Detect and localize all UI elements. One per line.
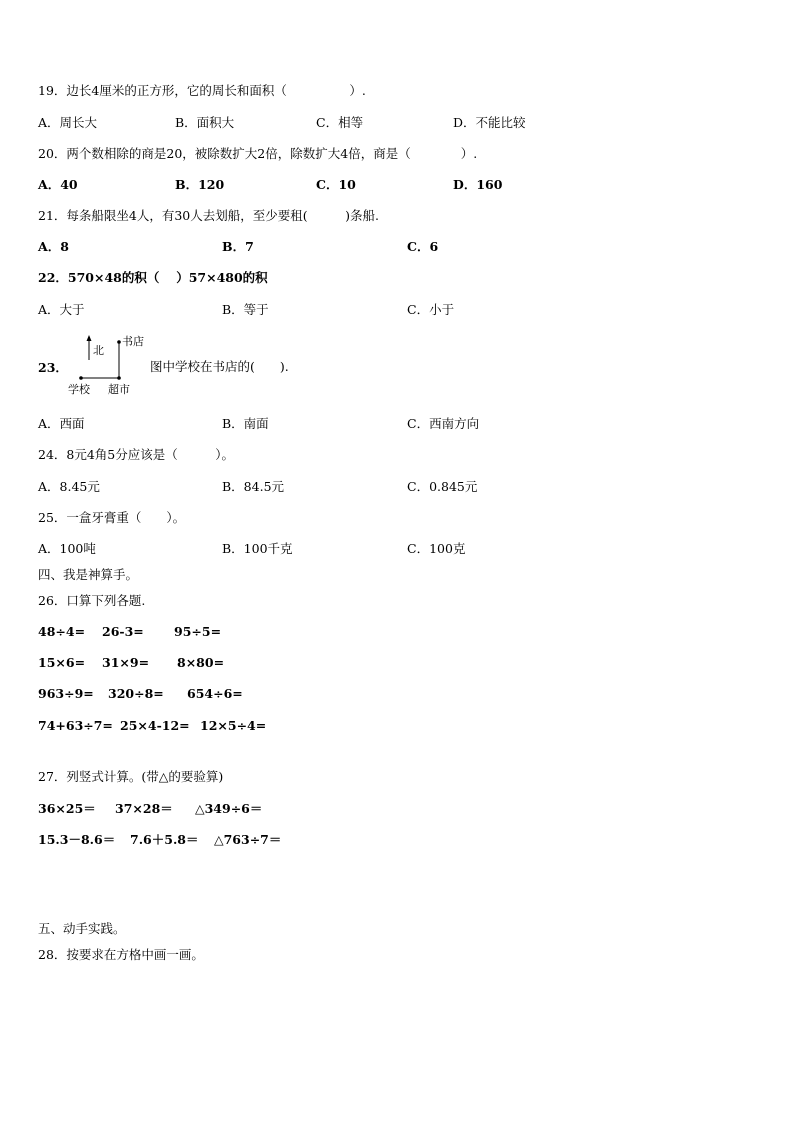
direction-map-diagram xyxy=(62,332,152,398)
bookstore-label: 书店 xyxy=(122,335,144,348)
q26-item: 48÷4= xyxy=(38,624,86,639)
q20-option-d[interactable]: D．160 xyxy=(453,177,503,192)
section-4-heading: 四、我是神算手。 xyxy=(38,567,139,582)
question-26: 26．口算下列各题. xyxy=(38,593,146,608)
question-27: 27．列竖式计算。(带△的要验算) xyxy=(38,769,224,784)
supermarket-point xyxy=(117,376,121,380)
q26-item: 95÷5= xyxy=(174,624,222,639)
q26-item: 654÷6= xyxy=(187,686,243,701)
q26-item: 15×6= xyxy=(38,655,86,670)
q26-item: 74+63÷7= xyxy=(38,718,113,733)
question-25: 25．一盒牙膏重（ ）。 xyxy=(38,510,186,525)
q27-item: 15.3－8.6＝ xyxy=(38,832,116,847)
q21-option-b[interactable]: B．7 xyxy=(222,239,254,254)
school-label: 学校 xyxy=(68,383,90,396)
q21-option-c[interactable]: C．6 xyxy=(407,239,439,254)
north-arrow-icon xyxy=(87,335,92,341)
school-point xyxy=(79,376,83,380)
q22-option-a[interactable]: A．大于 xyxy=(38,302,85,317)
q21-option-a[interactable]: A．8 xyxy=(38,239,69,254)
q23-option-b[interactable]: B．南面 xyxy=(222,416,269,431)
q26-item: 31×9= xyxy=(102,655,150,670)
q24-option-a[interactable]: A．8.45元 xyxy=(38,479,100,494)
q26-item: 8×80= xyxy=(177,655,225,670)
q20-option-c[interactable]: C．10 xyxy=(316,177,356,192)
question-28: 28．按要求在方格中画一画。 xyxy=(38,947,204,962)
q19-option-d[interactable]: D．不能比较 xyxy=(453,115,526,130)
supermarket-label: 超市 xyxy=(108,383,130,396)
question-19: 19．边长4厘米的正方形，它的周长和面积（ ）. xyxy=(38,83,366,98)
q24-option-c[interactable]: C．0.845元 xyxy=(407,479,478,494)
question-20: 20．两个数相除的商是20，被除数扩大2倍，除数扩大4倍，商是（ ）. xyxy=(38,146,478,161)
q26-item: 963÷9= xyxy=(38,686,94,701)
q20-option-a[interactable]: A．40 xyxy=(38,177,78,192)
question-23-number: 23． xyxy=(38,360,68,375)
q22-option-b[interactable]: B．等于 xyxy=(222,302,269,317)
north-label: 北 xyxy=(93,344,104,357)
q25-option-b[interactable]: B．100千克 xyxy=(222,541,293,556)
q27-item: △349÷6＝ xyxy=(195,801,263,816)
question-24: 24．8元4角5分应该是（ ）。 xyxy=(38,447,235,462)
q27-item: △763÷7＝ xyxy=(214,832,282,847)
q19-option-c[interactable]: C．相等 xyxy=(316,115,364,130)
question-21: 21．每条船限坐4人，有30人去划船，至少要租( )条船. xyxy=(38,208,379,223)
q26-item: 320÷8= xyxy=(108,686,164,701)
q20-option-b[interactable]: B．120 xyxy=(175,177,225,192)
q25-option-a[interactable]: A．100吨 xyxy=(38,541,96,556)
q22-option-c[interactable]: C．小于 xyxy=(407,302,455,317)
q26-item: 25×4-12= xyxy=(120,718,190,733)
q27-item: 37×28＝ xyxy=(115,801,173,816)
q23-option-c[interactable]: C．西南方向 xyxy=(407,416,480,431)
q19-option-a[interactable]: A．周长大 xyxy=(38,115,98,130)
question-22: 22．570×48的积（ ）57×480的积 xyxy=(38,270,268,285)
q24-option-b[interactable]: B．84.5元 xyxy=(222,479,285,494)
section-5-heading: 五、动手实践。 xyxy=(38,921,126,936)
question-23: 图中学校在书店的( ). xyxy=(150,359,289,374)
q26-item: 12×5÷4= xyxy=(200,718,267,733)
q19-option-b[interactable]: B．面积大 xyxy=(175,115,235,130)
q27-item: 7.6＋5.8＝ xyxy=(130,832,199,847)
q27-item: 36×25＝ xyxy=(38,801,96,816)
q23-option-a[interactable]: A．西面 xyxy=(38,416,85,431)
q26-item: 26-3= xyxy=(102,624,144,639)
q25-option-c[interactable]: C．100克 xyxy=(407,541,466,556)
